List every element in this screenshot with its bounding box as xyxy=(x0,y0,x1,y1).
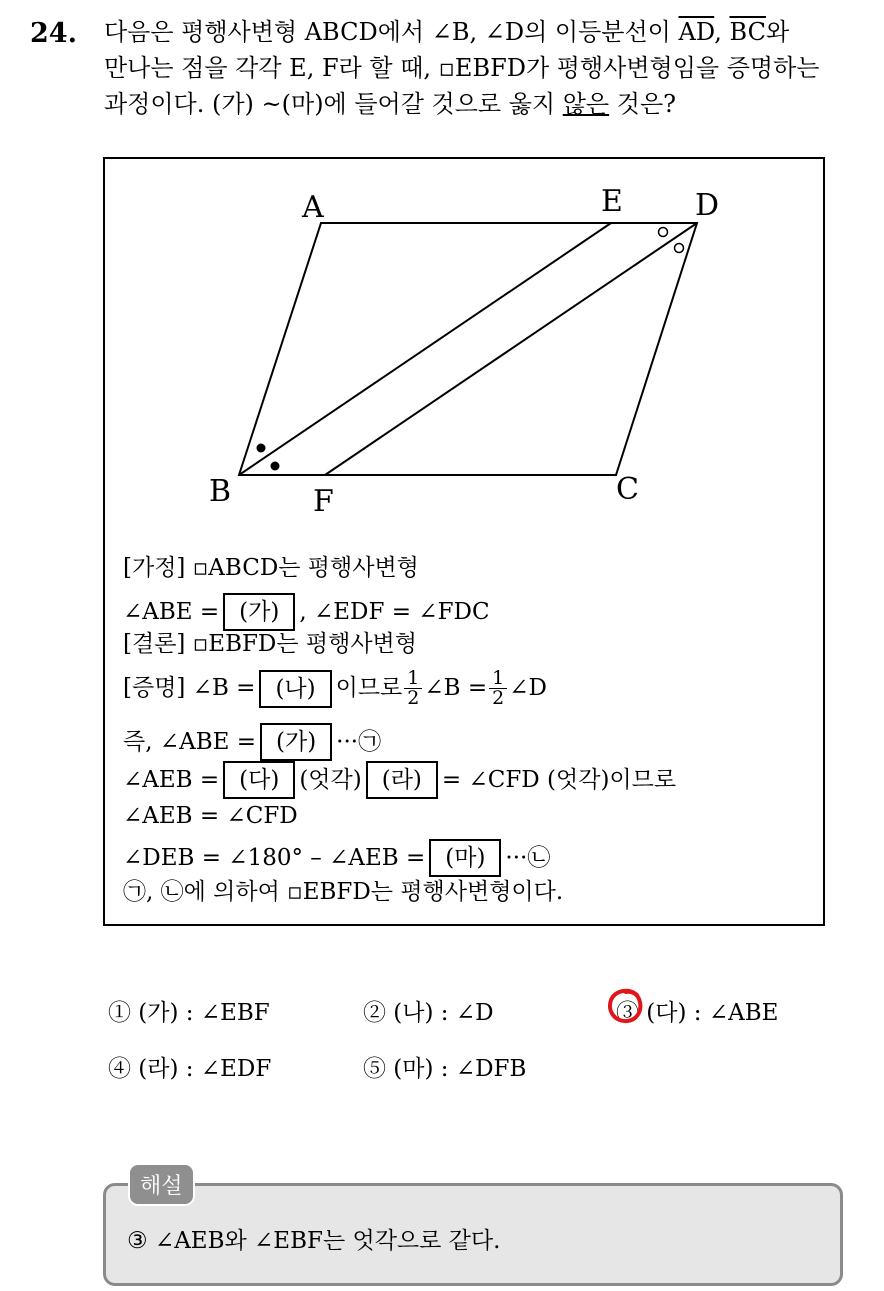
proof-line-1: [가정] ▫ABCD는 평행사변형 xyxy=(123,555,419,581)
label-d: D xyxy=(695,188,720,223)
choice-2[interactable]: ② (나) : ∠D xyxy=(363,1000,494,1026)
parallelogram-figure xyxy=(105,159,823,539)
fraction-half: $\frac{1}{2}$ xyxy=(404,669,422,708)
label-b: B xyxy=(209,474,232,509)
blank-ga: (가) xyxy=(223,593,295,631)
blank-da: (다) xyxy=(223,761,295,799)
label-a: A xyxy=(302,190,324,225)
blank-na: (나) xyxy=(259,670,331,708)
label-c: C xyxy=(616,472,639,507)
segment-bc: $\overline{BC}$ xyxy=(729,18,766,46)
choice-1[interactable]: ① (가) : ∠EBF xyxy=(108,1000,270,1026)
choice-3[interactable]: ③ (다) : ∠ABE xyxy=(616,1000,779,1026)
choice-4[interactable]: ④ (라) : ∠EDF xyxy=(108,1056,272,1082)
segment-ad: $\overline{AD}$ xyxy=(678,18,715,46)
blank-ra: (라) xyxy=(366,761,438,799)
proof-box xyxy=(103,157,825,926)
proof-line-3: [결론] ▫EBFD는 평행사변형 xyxy=(123,631,417,657)
label-f: F xyxy=(313,484,334,519)
label-e: E xyxy=(601,184,623,219)
explanation-text: ③ ∠AEB와 ∠EBF는 엇각으로 같다. xyxy=(127,1228,501,1254)
fraction-half: $\frac{1}{2}$ xyxy=(489,669,507,708)
choice-5[interactable]: ⑤ (마) : ∠DFB xyxy=(363,1056,527,1082)
proof-line-4: [증명] ∠B = (나) 이므로 $\frac{1}{2}$ ∠B = $\frac{1}{2}$ ∠D xyxy=(123,667,547,709)
proof-line-6: ∠AEB = (다) (엇각) (라) = ∠CFD (엇각)이므로 xyxy=(123,761,676,799)
proof-line-7: ∠AEB = ∠CFD xyxy=(123,803,298,829)
emphasis-not: 않은 xyxy=(562,90,610,118)
blank-ga-2: (가) xyxy=(260,723,332,761)
question-text: 다음은 평행사변형 ABCD에서 ∠B, ∠D의 이등분선이 $\overline{AD}$, $\overline{BC}$와 만나는 점을 각각 E, F라 할 때, ▫EBFD가 평행사변형임을 증명하는 과정이다. (가) ~(마)에 들어갈 것으로 옳지 않은 것은? xyxy=(104,18,820,118)
explanation-tag: 해설 xyxy=(128,1163,195,1206)
proof-line-9: ㉠, ㉡에 의하여 ▫EBFD는 평행사변형이다. xyxy=(123,879,564,905)
proof-line-5: 즉, ∠ABE = (가) ···㉠ xyxy=(123,723,381,761)
question-number: 24. xyxy=(30,18,77,49)
answer-mark-circle xyxy=(607,987,645,1025)
proof-line-2: ∠ABE = (가) , ∠EDF = ∠FDC xyxy=(123,593,490,631)
blank-ma: (마) xyxy=(429,839,501,877)
proof-line-8: ∠DEB = ∠180° – ∠AEB = (마) ···㉡ xyxy=(123,839,550,877)
